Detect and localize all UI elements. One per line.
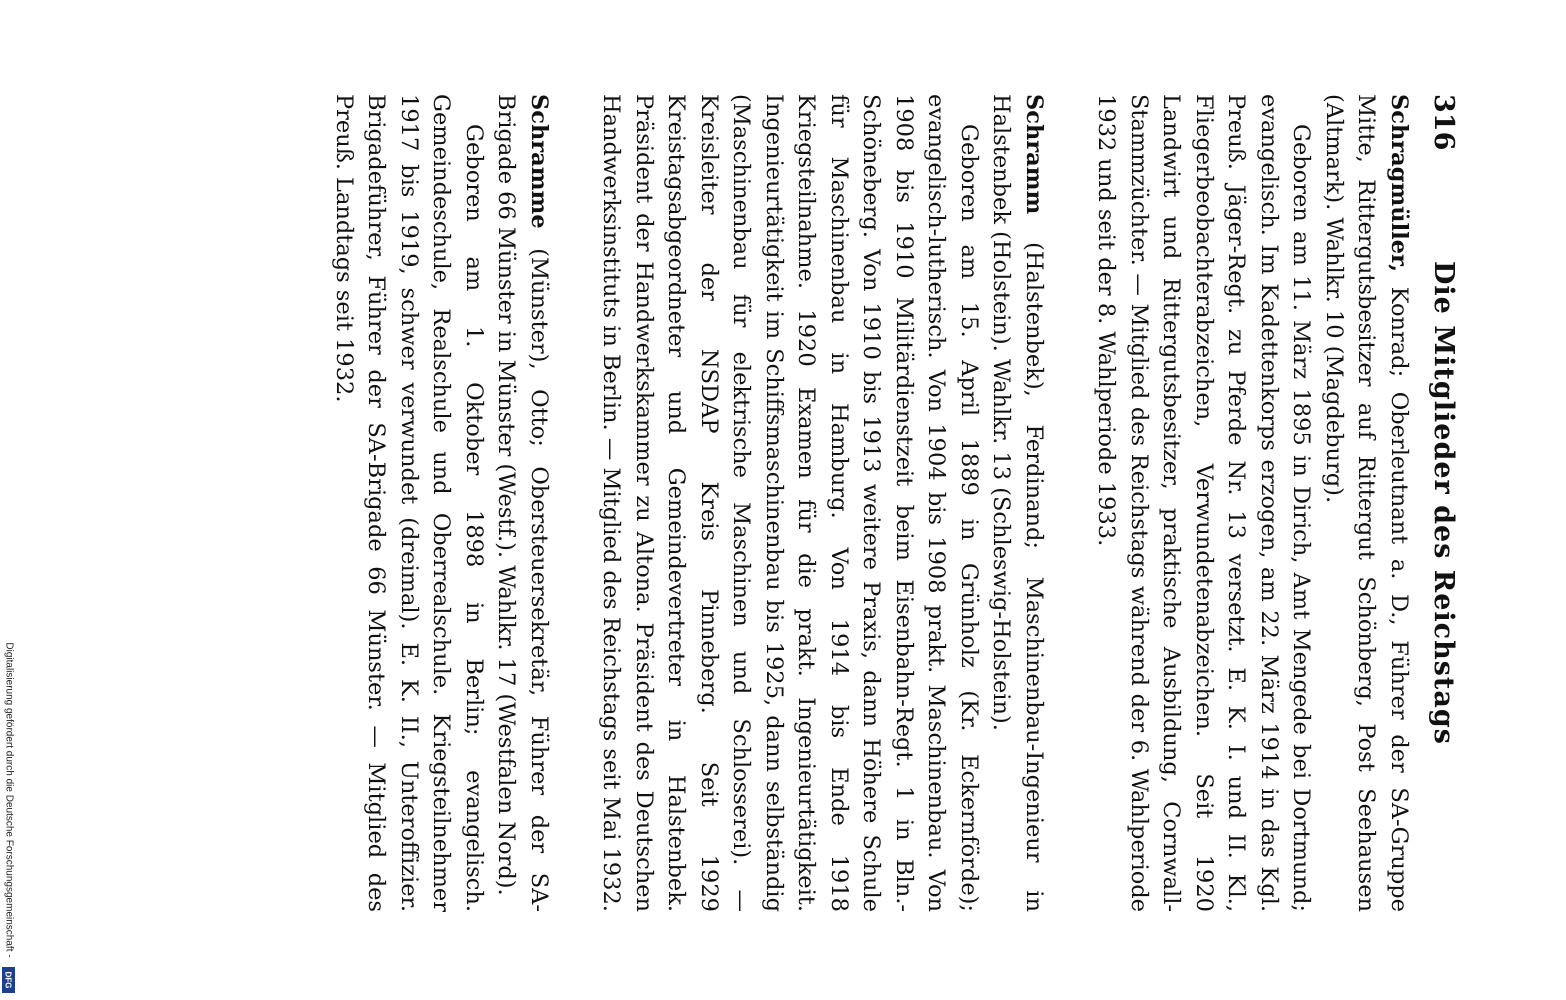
entry-body: Geboren am 1. Oktober 1898 in Berlin; evangelisch. Gemeindeschule, Realschule und Oberrealschule. Kriegsteilnehmer 1917 bis 1919, schwer verwundet (dreimal). E. K. II., Unteroffizier. Brigadeführer, Führer der SA-Brigade 66 Münster. — Mitglied des Preuß. Landtags seit 1932. (331, 94, 487, 912)
running-head (1415, 94, 1459, 912)
entry-head-text: (Halstenbek), Ferdinand; Maschinenbau-Ingenieur in Halstenbek (Holstein). Wahlkr. 13 (Schleswig-Holstein). (988, 94, 1047, 912)
page-number: 316 (1428, 94, 1459, 151)
dfg-logo-text: DFG (3, 971, 13, 989)
entry-head-text: Konrad; Oberleutnant a. D., Führer der SA-Gruppe Mitte, Rittergutsbesitzer auf Rittergut Schönberg, Post Seehausen (Altmark). Wahlkr. 10 (Magdeburg). (1321, 94, 1412, 912)
biography-entry (1090, 94, 1415, 912)
entry-name: Schramm (1021, 94, 1047, 215)
entry-body: Geboren am 15. April 1889 in Grünholz (Kr. Eckernförde); evangelisch-lutherisch. Von 1904 bis 1908 prakt. Maschinenbau. Von 1908 bis 1910 Militärdienstzeit beim Eisenbahn-Regt. 1 in Bln.-Schöneberg. Von 1910 bis 1913 weitere Praxis, dann Höhere Schule für Maschinenbau in Hamburg. Von 1914 bis Ende 1918 Kriegsteilnahme. 1920 Examen für die prakt. Ingenieurtätigkeit. Ingenieurtätigkeit im Schiffsmaschinenbau bis 1925, dann selbständig (Maschinenbau für elektrische Maschinen und Schlosserei). — Kreisleiter der NSDAP Kreis Pinneberg. Seit 1929 Kreistagsabgeordneter und Gemeindevertreter in Halstenbek. Präsident der Handwerkskammer zu Altona. Präsident des Deutschen Handwerksinstituts in Berlin. — Mitglied des Reichstags seit Mai 1932. (598, 94, 982, 912)
digitization-note: Digitalisierung gefördert durch die Deutsche Forschungsgemeinschaft - (3, 642, 15, 958)
entry-head-text: (Münster), Otto; Obersteuersekretär, Führer der SA-Brigade 66 Münster in Münster (Westf.). Wahlkr. 17 (Westfalen Nord). (493, 94, 552, 912)
biography-entry (595, 94, 1050, 912)
entry-heading (1318, 94, 1416, 912)
page-scan (73, 40, 1493, 960)
dfg-logo-icon (2, 967, 15, 993)
biography-entry (328, 94, 556, 912)
running-title: Die Mitglieder des Reichstags (1428, 261, 1459, 745)
entry-heading (490, 94, 555, 912)
entry-name: Schramme (526, 94, 552, 229)
entry-heading (985, 94, 1050, 912)
document-page (73, 40, 1493, 960)
digitization-footer (2, 0, 16, 1000)
entry-name: Schragmüller, (1386, 94, 1412, 273)
entry-body: Geboren am 11. März 1895 in Dirich, Amt Mengede bei Dortmund; evangelisch. Im Kadettenkorps erzogen, am 22. März 1914 in das Kgl. Preuß. Jäger-Regt. zu Pferde Nr. 13 versetzt. E. K. I. und II. Kl., Fliegerbeobachterabzeichen, Verwundetenabzeichen. Seit 1920 Landwirt und Rittergutsbesitzer, praktische Ausbildung, Cornwall-Stammzüchter. — Mitglied des Reichstags während der 6. Wahlperiode 1932 und seit der 8. Wahlperiode 1933. (1093, 94, 1315, 912)
